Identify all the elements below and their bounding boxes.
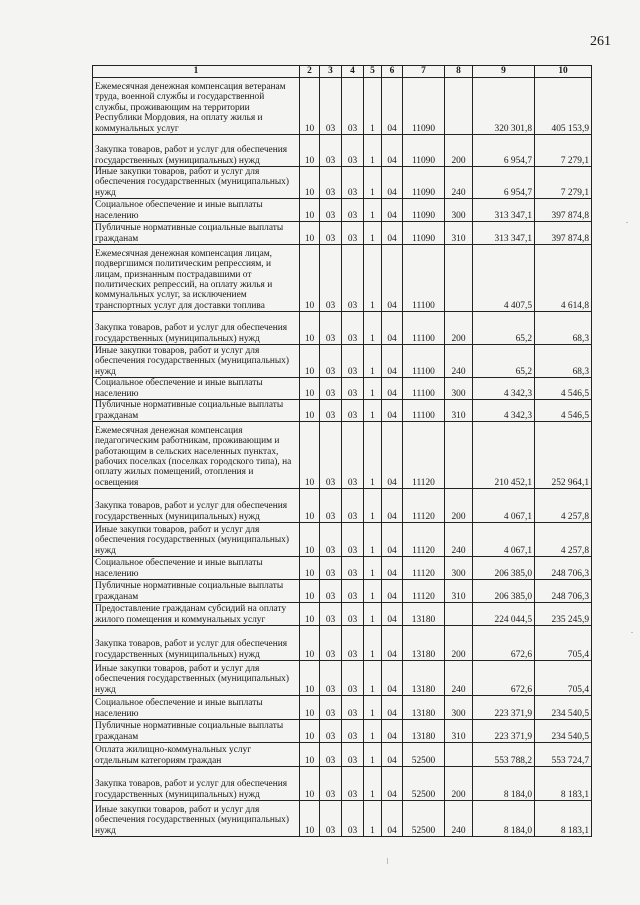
code-col-5: 1: [364, 801, 382, 837]
amount-col-9: 6 954,7: [473, 167, 535, 199]
scan-mark: [626, 222, 628, 223]
code-col-5: 1: [364, 743, 382, 767]
code-col-3: 03: [320, 489, 342, 523]
row-description: Публичные нормативные социальные выплаты гражданам: [93, 580, 300, 603]
code-col-7: 11090: [403, 167, 445, 199]
code-col-8: 240: [445, 523, 473, 557]
header-cell: 1: [93, 66, 300, 78]
code-col-8: [445, 422, 473, 489]
code-col-6: 04: [382, 222, 403, 245]
code-col-5: 1: [364, 603, 382, 626]
row-description: Иные закупки товаров, работ и услуг для обеспечения государственных (муниципальных) нужд: [93, 523, 300, 557]
code-col-3: 03: [320, 743, 342, 767]
code-col-2: 10: [300, 767, 320, 801]
row-description: Иные закупки товаров, работ и услуг для обеспечения государственных (муниципальных) нужд: [93, 661, 300, 696]
code-col-3: 03: [320, 603, 342, 626]
code-col-4: 03: [342, 580, 364, 603]
table-row: [93, 199, 592, 222]
code-col-7: 13180: [403, 626, 445, 661]
code-col-4: 03: [342, 78, 364, 135]
code-col-8: 200: [445, 767, 473, 801]
header-cell: 9: [473, 66, 535, 78]
code-col-5: 1: [364, 422, 382, 489]
row-description: Закупка товаров, работ и услуг для обеспечения государственных (муниципальных) нужд: [93, 767, 300, 801]
code-col-8: 300: [445, 696, 473, 720]
code-col-7: 11120: [403, 489, 445, 523]
code-col-8: 240: [445, 661, 473, 696]
code-col-6: 04: [382, 661, 403, 696]
code-col-6: 04: [382, 603, 403, 626]
code-col-3: 03: [320, 78, 342, 135]
code-col-3: 03: [320, 557, 342, 580]
code-col-5: 1: [364, 696, 382, 720]
table-row: [93, 661, 592, 696]
code-col-3: 03: [320, 696, 342, 720]
code-col-3: 03: [320, 626, 342, 661]
code-col-5: 1: [364, 78, 382, 135]
row-description: Ежемесячная денежная компенсация лицам, подвергшимся политическим репрессиям, и лицам, признанным пострадавшими от политических репрессий, на оплату жилья и коммунальных услуг, за исключением транспортных услуг для доставки топлива: [93, 245, 300, 312]
code-col-4: 03: [342, 523, 364, 557]
code-col-6: 04: [382, 167, 403, 199]
code-col-6: 04: [382, 523, 403, 557]
code-col-7: 11100: [403, 312, 445, 345]
table-row: [93, 378, 592, 400]
code-col-2: 10: [300, 603, 320, 626]
page-number: 261: [590, 34, 611, 49]
code-col-2: 10: [300, 78, 320, 135]
code-col-2: 10: [300, 422, 320, 489]
code-col-6: 04: [382, 400, 403, 422]
code-col-6: 04: [382, 489, 403, 523]
code-col-6: 04: [382, 199, 403, 222]
amount-col-10: 705,4: [535, 626, 592, 661]
row-description: Закупка товаров, работ и услуг для обеспечения государственных (муниципальных) нужд: [93, 312, 300, 345]
amount-col-9: 206 385,0: [473, 580, 535, 603]
code-col-4: 03: [342, 767, 364, 801]
amount-col-10: 248 706,3: [535, 580, 592, 603]
code-col-8: 310: [445, 720, 473, 743]
code-col-7: 11100: [403, 400, 445, 422]
code-col-7: 11090: [403, 222, 445, 245]
code-col-5: 1: [364, 661, 382, 696]
table-row: [93, 78, 592, 135]
code-col-4: 03: [342, 345, 364, 378]
code-col-4: 03: [342, 312, 364, 345]
amount-col-10: 397 874,8: [535, 199, 592, 222]
amount-col-9: 206 385,0: [473, 557, 535, 580]
code-col-2: 10: [300, 557, 320, 580]
code-col-2: 10: [300, 696, 320, 720]
amount-col-9: 210 452,1: [473, 422, 535, 489]
table-row: [93, 696, 592, 720]
code-col-4: 03: [342, 557, 364, 580]
code-col-7: 52500: [403, 743, 445, 767]
table-row: [93, 626, 592, 661]
table-row: [93, 743, 592, 767]
code-col-5: 1: [364, 378, 382, 400]
code-col-3: 03: [320, 222, 342, 245]
header-cell: 8: [445, 66, 473, 78]
amount-col-10: 252 964,1: [535, 422, 592, 489]
code-col-2: 10: [300, 135, 320, 167]
header-cell: 5: [364, 66, 382, 78]
code-col-3: 03: [320, 767, 342, 801]
code-col-4: 03: [342, 167, 364, 199]
code-col-7: 11120: [403, 580, 445, 603]
code-col-3: 03: [320, 661, 342, 696]
table-row: [93, 167, 592, 199]
code-col-5: 1: [364, 557, 382, 580]
code-col-6: 04: [382, 245, 403, 312]
code-col-7: 13180: [403, 696, 445, 720]
scan-mark: [387, 858, 388, 864]
row-description: Иные закупки товаров, работ и услуг для обеспечения государственных (муниципальных) нужд: [93, 167, 300, 199]
amount-col-9: 223 371,9: [473, 720, 535, 743]
code-col-5: 1: [364, 245, 382, 312]
code-col-3: 03: [320, 580, 342, 603]
code-col-7: 11120: [403, 557, 445, 580]
code-col-5: 1: [364, 767, 382, 801]
code-col-7: 52500: [403, 767, 445, 801]
amount-col-10: 8 183,1: [535, 767, 592, 801]
code-col-8: 200: [445, 489, 473, 523]
amount-col-10: 705,4: [535, 661, 592, 696]
table-row: [93, 603, 592, 626]
table-row: [93, 580, 592, 603]
table-row: [93, 422, 592, 489]
row-description: Социальное обеспечение и иные выплаты населению: [93, 378, 300, 400]
code-col-2: 10: [300, 378, 320, 400]
code-col-6: 04: [382, 312, 403, 345]
code-col-8: 310: [445, 222, 473, 245]
code-col-3: 03: [320, 245, 342, 312]
row-description: Иные закупки товаров, работ и услуг для обеспечения государственных (муниципальных) нужд: [93, 801, 300, 837]
amount-col-9: 4 342,3: [473, 400, 535, 422]
header-cell: 7: [403, 66, 445, 78]
header-cell: 10: [535, 66, 592, 78]
code-col-2: 10: [300, 720, 320, 743]
code-col-2: 10: [300, 167, 320, 199]
code-col-2: 10: [300, 626, 320, 661]
code-col-7: 13180: [403, 661, 445, 696]
amount-col-10: 68,3: [535, 345, 592, 378]
table-body: [93, 78, 592, 837]
amount-col-10: 7 279,1: [535, 167, 592, 199]
code-col-5: 1: [364, 312, 382, 345]
amount-col-10: 235 245,9: [535, 603, 592, 626]
code-col-4: 03: [342, 400, 364, 422]
row-description: Ежемесячная денежная компенсация педагогическим работникам, проживающим и работающим в сельских населенных пунктах, рабочих поселках (поселках городского типа), на оплату жилых помещений, отопления и освещения: [93, 422, 300, 489]
amount-col-9: 320 301,8: [473, 78, 535, 135]
code-col-5: 1: [364, 135, 382, 167]
code-col-6: 04: [382, 767, 403, 801]
code-col-6: 04: [382, 720, 403, 743]
code-col-4: 03: [342, 696, 364, 720]
code-col-5: 1: [364, 489, 382, 523]
code-col-7: 11100: [403, 345, 445, 378]
header-cell: 4: [342, 66, 364, 78]
amount-col-10: 234 540,5: [535, 720, 592, 743]
code-col-3: 03: [320, 378, 342, 400]
amount-col-10: 4 257,8: [535, 489, 592, 523]
row-description: Предоставление гражданам субсидий на оплату жилого помещения и коммунальных услуг: [93, 603, 300, 626]
amount-col-9: 672,6: [473, 626, 535, 661]
header-cell: 3: [320, 66, 342, 78]
code-col-8: 200: [445, 135, 473, 167]
code-col-3: 03: [320, 400, 342, 422]
amount-col-9: 4 342,3: [473, 378, 535, 400]
table-row: [93, 312, 592, 345]
code-col-3: 03: [320, 523, 342, 557]
code-col-4: 03: [342, 135, 364, 167]
code-col-7: 11100: [403, 378, 445, 400]
table-row: [93, 720, 592, 743]
row-description: Закупка товаров, работ и услуг для обеспечения государственных (муниципальных) нужд: [93, 626, 300, 661]
code-col-8: [445, 603, 473, 626]
code-col-2: 10: [300, 489, 320, 523]
code-col-6: 04: [382, 580, 403, 603]
table-row: [93, 222, 592, 245]
code-col-4: 03: [342, 245, 364, 312]
code-col-4: 03: [342, 626, 364, 661]
code-col-2: 10: [300, 661, 320, 696]
amount-col-9: 8 184,0: [473, 801, 535, 837]
code-col-8: 300: [445, 378, 473, 400]
amount-col-10: 68,3: [535, 312, 592, 345]
amount-col-9: 4 407,5: [473, 245, 535, 312]
code-col-3: 03: [320, 167, 342, 199]
code-col-7: 11120: [403, 523, 445, 557]
row-description: Закупка товаров, работ и услуг для обеспечения государственных (муниципальных) нужд: [93, 489, 300, 523]
code-col-5: 1: [364, 720, 382, 743]
amount-col-9: 672,6: [473, 661, 535, 696]
amount-col-10: 397 874,8: [535, 222, 592, 245]
table-row: [93, 400, 592, 422]
code-col-4: 03: [342, 222, 364, 245]
code-col-3: 03: [320, 312, 342, 345]
code-col-6: 04: [382, 696, 403, 720]
code-col-2: 10: [300, 199, 320, 222]
amount-col-9: 313 347,1: [473, 222, 535, 245]
code-col-8: 240: [445, 801, 473, 837]
amount-col-9: 313 347,1: [473, 199, 535, 222]
row-description: Социальное обеспечение и иные выплаты населению: [93, 557, 300, 580]
code-col-4: 03: [342, 422, 364, 489]
amount-col-9: 8 184,0: [473, 767, 535, 801]
code-col-2: 10: [300, 580, 320, 603]
code-col-4: 03: [342, 378, 364, 400]
amount-col-10: 8 183,1: [535, 801, 592, 837]
code-col-3: 03: [320, 199, 342, 222]
code-col-6: 04: [382, 378, 403, 400]
code-col-2: 10: [300, 312, 320, 345]
code-col-2: 10: [300, 400, 320, 422]
table-row: [93, 557, 592, 580]
header-cell: 2: [300, 66, 320, 78]
code-col-8: [445, 743, 473, 767]
code-col-4: 03: [342, 199, 364, 222]
amount-col-10: 248 706,3: [535, 557, 592, 580]
amount-col-9: 553 788,2: [473, 743, 535, 767]
amount-col-10: 4 546,5: [535, 378, 592, 400]
table-row: [93, 345, 592, 378]
table-row: [93, 523, 592, 557]
code-col-2: 10: [300, 523, 320, 557]
code-col-4: 03: [342, 743, 364, 767]
code-col-4: 03: [342, 489, 364, 523]
code-col-8: [445, 245, 473, 312]
header-row: [93, 66, 592, 78]
code-col-2: 10: [300, 801, 320, 837]
amount-col-9: 6 954,7: [473, 135, 535, 167]
row-description: Социальное обеспечение и иные выплаты населению: [93, 199, 300, 222]
code-col-5: 1: [364, 626, 382, 661]
code-col-5: 1: [364, 345, 382, 378]
amount-col-9: 4 067,1: [473, 523, 535, 557]
code-col-6: 04: [382, 345, 403, 378]
row-description: Социальное обеспечение и иные выплаты населению: [93, 696, 300, 720]
code-col-4: 03: [342, 603, 364, 626]
amount-col-10: 4 614,8: [535, 245, 592, 312]
code-col-5: 1: [364, 199, 382, 222]
code-col-7: 13180: [403, 720, 445, 743]
code-col-8: 300: [445, 199, 473, 222]
amount-col-10: 4 546,5: [535, 400, 592, 422]
code-col-6: 04: [382, 801, 403, 837]
code-col-6: 04: [382, 626, 403, 661]
table-row: [93, 767, 592, 801]
amount-col-9: 224 044,5: [473, 603, 535, 626]
code-col-8: 310: [445, 400, 473, 422]
table-row: [93, 135, 592, 167]
code-col-2: 10: [300, 345, 320, 378]
code-col-3: 03: [320, 720, 342, 743]
code-col-6: 04: [382, 78, 403, 135]
row-description: Публичные нормативные социальные выплаты гражданам: [93, 720, 300, 743]
code-col-5: 1: [364, 400, 382, 422]
amount-col-9: 4 067,1: [473, 489, 535, 523]
code-col-3: 03: [320, 135, 342, 167]
code-col-7: 11090: [403, 135, 445, 167]
table-row: [93, 245, 592, 312]
amount-col-10: 405 153,9: [535, 78, 592, 135]
code-col-8: 300: [445, 557, 473, 580]
amount-col-10: 4 257,8: [535, 523, 592, 557]
code-col-7: 11100: [403, 245, 445, 312]
code-col-5: 1: [364, 222, 382, 245]
code-col-8: 200: [445, 312, 473, 345]
code-col-7: 11120: [403, 422, 445, 489]
amount-col-10: 7 279,1: [535, 135, 592, 167]
code-col-4: 03: [342, 720, 364, 743]
code-col-7: 52500: [403, 801, 445, 837]
amount-col-9: 223 371,9: [473, 696, 535, 720]
code-col-7: 13180: [403, 603, 445, 626]
code-col-8: 200: [445, 626, 473, 661]
code-col-3: 03: [320, 345, 342, 378]
budget-table: [92, 65, 592, 837]
code-col-2: 10: [300, 222, 320, 245]
code-col-8: 240: [445, 345, 473, 378]
table-row: [93, 489, 592, 523]
code-col-6: 04: [382, 422, 403, 489]
scan-mark: [631, 632, 633, 633]
code-col-4: 03: [342, 801, 364, 837]
code-col-4: 03: [342, 661, 364, 696]
code-col-7: 11090: [403, 199, 445, 222]
code-col-2: 10: [300, 245, 320, 312]
row-description: Публичные нормативные социальные выплаты гражданам: [93, 400, 300, 422]
code-col-8: 310: [445, 580, 473, 603]
code-col-2: 10: [300, 743, 320, 767]
code-col-5: 1: [364, 523, 382, 557]
row-description: Закупка товаров, работ и услуг для обеспечения государственных (муниципальных) нужд: [93, 135, 300, 167]
amount-col-10: 234 540,5: [535, 696, 592, 720]
code-col-6: 04: [382, 743, 403, 767]
amount-col-9: 65,2: [473, 312, 535, 345]
row-description: Ежемесячная денежная компенсация ветеранам труда, военной службы и государственной службы, проживающим на территории Республики Мордовия, на оплату жилья и коммунальных услуг: [93, 78, 300, 135]
row-description: Иные закупки товаров, работ и услуг для обеспечения государственных (муниципальных) нужд: [93, 345, 300, 378]
row-description: Публичные нормативные социальные выплаты гражданам: [93, 222, 300, 245]
table-row: [93, 801, 592, 837]
row-description: Оплата жилищно-коммунальных услуг отдельным категориям граждан: [93, 743, 300, 767]
code-col-5: 1: [364, 167, 382, 199]
amount-col-10: 553 724,7: [535, 743, 592, 767]
code-col-3: 03: [320, 422, 342, 489]
code-col-3: 03: [320, 801, 342, 837]
code-col-5: 1: [364, 580, 382, 603]
amount-col-9: 65,2: [473, 345, 535, 378]
code-col-6: 04: [382, 135, 403, 167]
code-col-6: 04: [382, 557, 403, 580]
code-col-8: 240: [445, 167, 473, 199]
code-col-8: [445, 78, 473, 135]
code-col-7: 11090: [403, 78, 445, 135]
header-cell: 6: [382, 66, 403, 78]
